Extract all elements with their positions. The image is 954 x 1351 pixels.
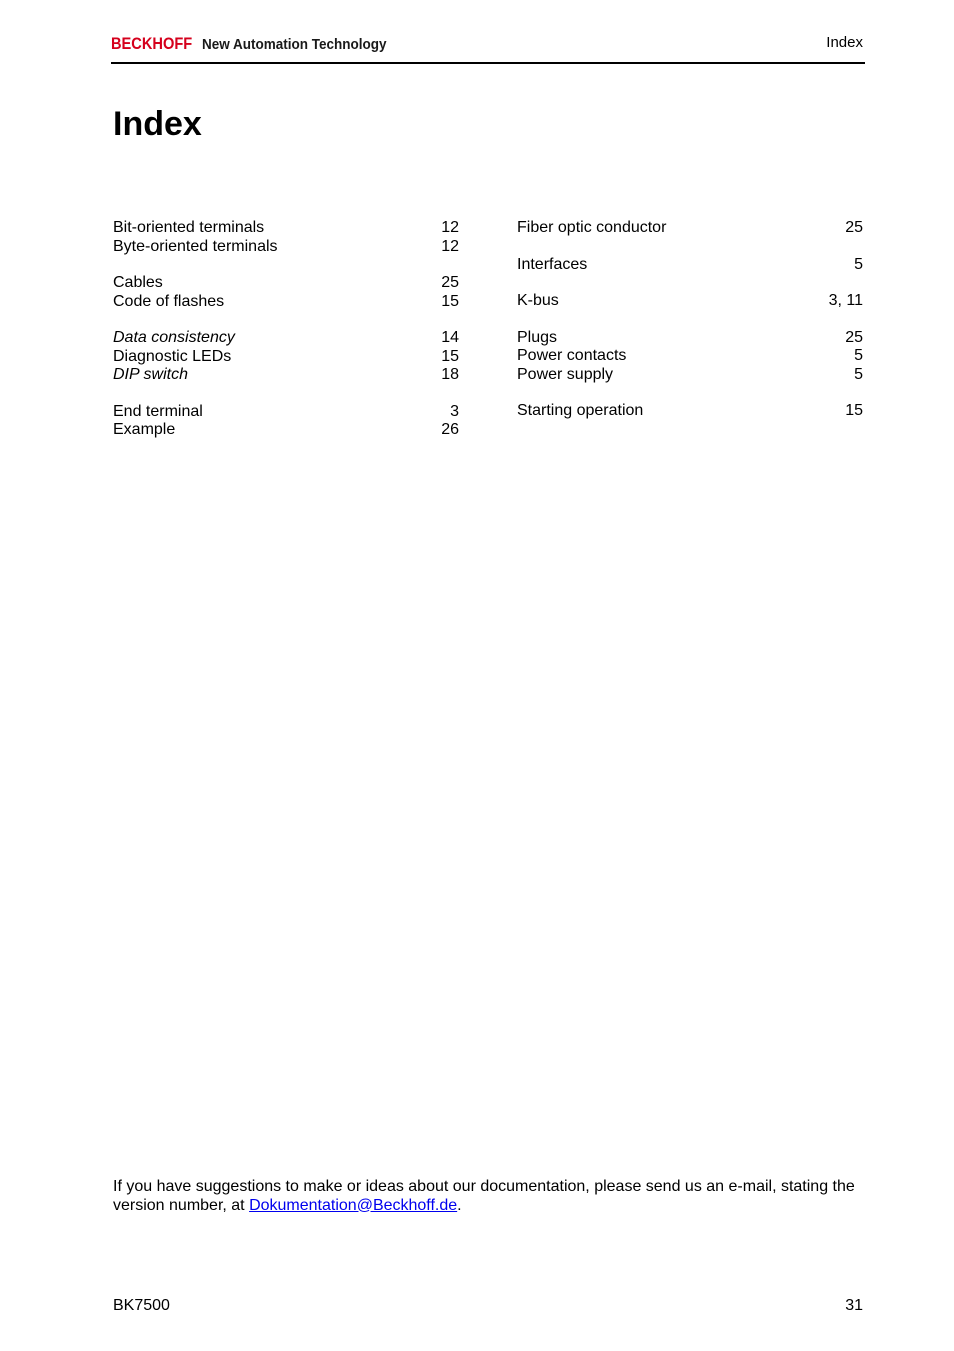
index-entry — [113, 219, 459, 238]
brand-tagline: New Automation Technology — [201, 36, 387, 53]
index-term: Cables — [113, 274, 163, 291]
index-page-ref: 12 — [441, 219, 459, 236]
index-term: Plugs — [517, 328, 558, 346]
index-term: Starting operation — [517, 402, 644, 419]
index-entry — [517, 292, 863, 311]
index-column-right — [517, 219, 863, 439]
index-page-ref: 15 — [845, 402, 863, 419]
index-entry — [517, 219, 863, 238]
index-entry — [113, 238, 459, 257]
index-term: K-bus — [517, 292, 559, 309]
index-group — [113, 403, 459, 440]
index-group — [517, 402, 863, 421]
index-group — [517, 292, 863, 311]
index-term: Example — [113, 421, 176, 438]
index-term: Fiber optic conductor — [517, 219, 667, 236]
index-entry — [517, 329, 863, 348]
index-entry — [517, 256, 863, 275]
index-group — [113, 329, 459, 385]
index-entry — [113, 274, 459, 293]
index-page-ref: 12 — [441, 237, 459, 255]
page-title: Index — [113, 105, 202, 143]
index-page-ref: 25 — [845, 328, 863, 346]
index-entry — [517, 366, 863, 385]
index-page-ref: 5 — [854, 365, 863, 383]
header-section-label: Index — [826, 34, 863, 51]
index-group — [113, 219, 459, 256]
index-group — [517, 329, 863, 385]
index-page-ref: 26 — [441, 421, 459, 438]
index-term: Interfaces — [517, 255, 588, 273]
brand-name: BECKHOFF — [111, 34, 193, 53]
index-page-ref: 15 — [441, 347, 459, 365]
index-term: Diagnostic LEDs — [113, 347, 232, 365]
index-page-ref: 3 — [450, 402, 459, 420]
index-entry — [113, 403, 459, 422]
document-id: BK7500 — [113, 1297, 170, 1314]
index-page-ref: 18 — [441, 366, 459, 383]
index-group — [517, 219, 863, 238]
index-term: Bit-oriented terminals — [113, 219, 265, 236]
email-link[interactable]: Dokumentation@Beckhoff.de — [249, 1196, 458, 1214]
brand-logo — [111, 34, 407, 54]
index-page-ref: 14 — [441, 329, 459, 346]
index-page-ref: 15 — [441, 292, 459, 310]
index-page-ref: 25 — [441, 274, 459, 291]
index-entry — [113, 329, 459, 348]
index-term: Power supply — [517, 365, 614, 383]
index-term: Data consistency — [113, 329, 235, 346]
index-entry — [113, 348, 459, 367]
index-group — [113, 274, 459, 311]
index-group — [517, 256, 863, 275]
index-term: DIP switch — [113, 366, 188, 383]
feedback-text-end: . — [457, 1196, 462, 1214]
index-entry — [517, 347, 863, 366]
index-entry — [517, 402, 863, 421]
index-term: Power contacts — [517, 347, 627, 364]
index-page-ref: 5 — [854, 255, 863, 273]
index-page-ref: 5 — [854, 347, 863, 364]
feedback-note — [113, 1178, 873, 1215]
index-page-ref: 3, 11 — [828, 292, 863, 309]
page-header — [111, 30, 865, 64]
index-entry — [113, 366, 459, 385]
index-term: Code of flashes — [113, 292, 225, 310]
index-term: End terminal — [113, 402, 203, 420]
index-page-ref: 25 — [845, 219, 863, 236]
index-column-left — [113, 219, 459, 458]
index-term: Byte-oriented terminals — [113, 237, 278, 255]
page-number: 31 — [845, 1297, 863, 1314]
index-entry — [113, 293, 459, 312]
index-entry — [113, 421, 459, 440]
feedback-text: If you have suggestions to make or ideas about our documentation, please send us an e-mail, stating the version number, at — [113, 1178, 855, 1214]
